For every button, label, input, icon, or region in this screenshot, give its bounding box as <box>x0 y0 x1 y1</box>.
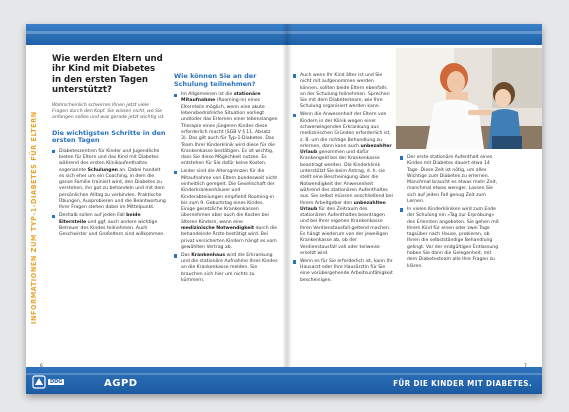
list-item: Deshalb sollen auf jeden Fall beide Elternteile und ggf. auch andere wichtige Betreuer des Kindes teilnehmen. Auch Geschwister und Großeltern sind willkommen. <box>52 213 166 238</box>
list-item: Diabeteszentren für Kinder und Jugendliche bieten für Eltern und das Kind mit Diabetes während des ersten Klinikaufenthaltes sogenannte Schulungen an. Dabei handelt es sich eher um ein Coaching, in dem die ganze Familie trainiert wird, den Diabetes zu verstehen, ihn gut zu behandeln und mit dem persönlichen Alltag zu verbinden. Praktische Übungen, Ausprobieren und die Beantwortung Ihrer Fragen stehen dabei im Mittelpunkt. <box>52 149 166 212</box>
list-item: Wenn die Anwesenheit der Eltern von Kindern in der Klinik wegen einer schwerwiegenden Erkrankung aus medizinischen Gründen erforderlich ist, z. B. um die richtige Behandlung zu erlernen, dann kann auch unbezahlter Urlaub genommen und dafür Krankengeld bei der Krankenkasse beantragt werden. Die Kinderklinik unterstützt Sie beim Antrag, d. h. sie stellt eine Bescheinigung über die Notwendigkeit der Anwesenheit während des stationären Aufenthaltes aus. Sie selbst müssen anschließend bei Ihrem Arbeitgeber den unbezahlten Urlaub für den Zeitraum des stationären Aufenthaltes beantragen und bei Ihrer eigenen Krankenkasse Ihren Verdienstausfall geltend machen. Es hängt wiederum von der jeweiligen Krankenkasse ab, ob der Verdienstausfall voll oder teilweise ersetzt wird. <box>293 112 393 257</box>
column-heading: Wie können Sie an der Schulung teilnehmen? <box>174 72 257 88</box>
agpd-logo: AGPD <box>104 378 138 389</box>
vertical-section-title: INFORMATIONEN ZUM TYP-1-DIABETES FÜR ELTERN <box>29 111 38 324</box>
left-column-2 <box>174 73 278 286</box>
left-column-1 <box>52 54 166 240</box>
brochure-spread <box>26 24 542 394</box>
list-item: Das Krankenhaus wird die Erkrankung und die stationäre Aufnahme Ihres Kindes an die Krankenkasse melden. Sie brauchen sich hier um nichts zu kümmern. <box>174 253 278 284</box>
ddg-logo <box>32 375 64 389</box>
right-column-2 <box>400 155 500 272</box>
photo-illustration <box>396 48 542 149</box>
ddg-emblem-icon <box>32 375 46 389</box>
participation-list <box>174 92 278 284</box>
right-column-1 <box>293 73 393 286</box>
list-item: Leider sind die Altersgrenzen für die Mitaufnahme von Eltern bundesweit nicht einheitlich geregelt. Die Gesellschaft der Kinderkrankenhäuser und Kinderabteilungen empfiehlt Rooming-in bis zum 9. Geburtstag eines Kindes. Einige gesetzliche Krankenkassen übernehmen aber auch die Kosten bei älteren Kindern, wenn eine medizinische Notwendigkeit durch die behandelnde Ärzte bestätigt wird. Bei privat versicherten Kindern hängt es vom gewählten Vertrag ab. <box>174 169 278 251</box>
list-item: Im Allgemeinen ist die stationäre Mitaufnahme (Rooming-in) eines Elternteils möglich, wenn eine akute lebensbedrohliche Situation vorliegt und/oder das Erlernen einer lebenslangen Therapie eines jüngeren Kindes diese erforderlich macht (SGB V § 11, Absatz 3). Das gilt auch für Typ-1-Diabetes. Das Team Ihrer Kinderklinik wird diese für die Krankenkasse bestätigen. Es ist wichtig, dass Sie diese Möglichkeit nutzen. Es entstehen für Sie dafür keine Kosten. <box>174 92 278 168</box>
mother-child-photo <box>396 48 542 149</box>
steps-list <box>52 149 166 239</box>
list-item: Der erste stationäre Aufenthalt eines Kindes mit Diabetes dauert etwa 14 Tage. Diese Zeit ist nötig, um alles Wichtige zum Diabetes zu erlernen. Manchmal braucht es etwas mehr Zeit, manchmal etwas weniger. Lassen Sie sich auf jeden Fall genug Zeit zum Lernen. <box>400 155 500 205</box>
page-gutter <box>282 24 292 394</box>
tagline: FÜR DIE KINDER MIT DIABETES. <box>393 379 532 388</box>
list-item: In vielen Kinderkliniken wird zum Ende der Schulung ein »Tag zur Erprobung« des Erlernten angeboten. Sie gehen mit Ihrem Kind für einen oder zwei Tage tagsüber nach Hause, probieren, ob Ihnen die selbstständige Behandlung gelingt. Vor der endgültigen Entlassung haben Sie dann die Gelegenheit, mit dem Diabetesteam alle Ihre Fragen zu klären. <box>400 207 500 270</box>
stay-list <box>400 155 500 270</box>
list-item: Wenn es für Sie erforderlich ist, kann Ihr Hausarzt oder Ihre Hausärztin für Sie eine vorübergehende Arbeitsunfähigkeit bescheinigen. <box>293 259 393 284</box>
ddg-badge: DDG <box>50 379 63 385</box>
list-item: Auch wenn Ihr Kind älter ist und Sie nicht mit aufgenommen werden können, sollten beide Eltern ebenfalls an der Schulung teilnehmen. Sprechen Sie mit dem Diabetesteam, wie Ihre Schulung organisiert werden kann. <box>293 73 393 111</box>
leave-list <box>293 73 393 284</box>
page-heading: Wie werden Eltern und ihr Kind mit Diabetes in den ersten Tagen unterstützt? <box>52 54 163 96</box>
section-subheading: Die wichtigsten Schritte in den ersten Tagen <box>52 128 166 145</box>
intro-text: Wahrscheinlich schwirren Ihnen jetzt viele Fragen durch den Kopf. Sie wissen nicht, wo Sie anfangen sollen und was gerade jetzt wichtig ist. <box>52 102 165 121</box>
